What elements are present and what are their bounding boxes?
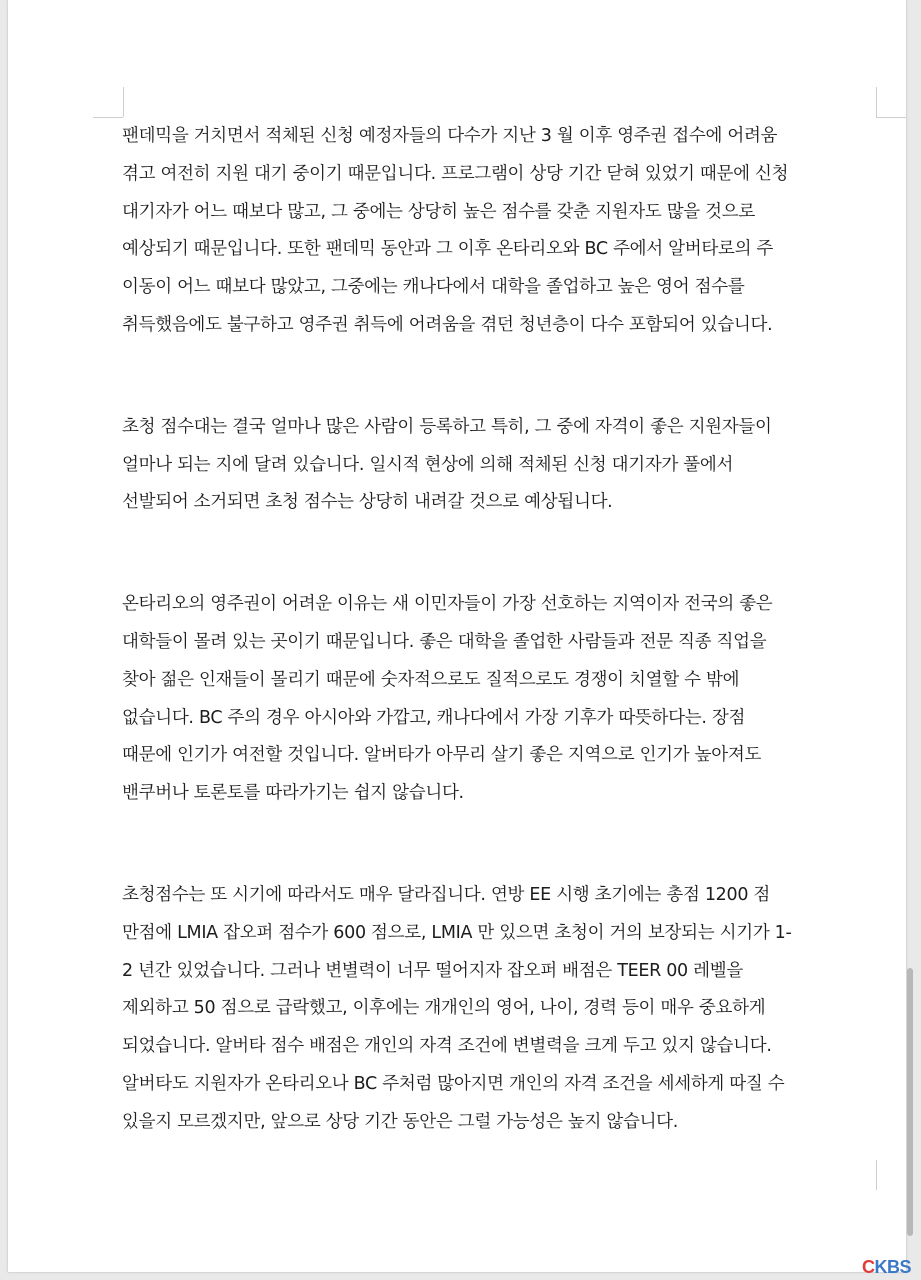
- crop-mark-bottom-right-vertical: [876, 1160, 877, 1190]
- text-line: 제외하고 50 점으로 급락했고, 이후에는 개개인의 영어, 나이, 경력 등이 매우 중요하게: [122, 998, 766, 1019]
- text-line: 예상되기 때문입니다. 또한 팬데믹 동안과 그 이후 온타리오와 BC 주에서 알버타로의 주: [122, 239, 774, 260]
- crop-mark-top-left-vertical: [123, 87, 124, 117]
- document-page: [8, 0, 906, 1272]
- text-line: 취득했음에도 불구하고 영주권 취득에 어려움을 겪던 청년층이 다수 포함되어 있습니다.: [122, 314, 773, 335]
- crop-mark-top-right-vertical: [876, 87, 877, 117]
- crop-mark-top-left-horizontal: [93, 117, 123, 118]
- text-line: 초청 점수대는 결국 얼마나 많은 사람이 등록하고 특히, 그 중에 자격이 좋은 지원자들이: [122, 416, 772, 437]
- text-line: 때문에 인기가 여전할 것입니다. 알버타가 아무리 살기 좋은 지역으로 인기가 높아져도: [122, 745, 762, 766]
- text-line: 되었습니다. 알버타 점수 배점은 개인의 자격 조건에 변별력을 크게 두고 있지 않습니다.: [122, 1036, 772, 1057]
- text-line: 팬데믹을 거치면서 적체된 신청 예정자들의 다수가 지난 3 월 이후 영주권 접수에 어려움: [122, 126, 778, 146]
- text-line: 겪고 여전히 지원 대기 중이기 때문입니다. 프로그램이 상당 기간 닫혀 있었기 때문에 신청: [122, 163, 789, 184]
- text-line: 대학들이 몰려 있는 곳이기 때문입니다. 좋은 대학을 졸업한 사람들과 전문 직종 직업을: [122, 631, 767, 652]
- vertical-scrollbar-thumb[interactable]: [907, 968, 913, 1236]
- paragraph-2: [122, 409, 882, 522]
- watermark-kbs: KBS: [874, 1257, 911, 1277]
- text-line: 만점에 LMIA 잡오퍼 점수가 600 점으로, LMIA 만 있으면 초청이 거의 보장되는 시기가 1-: [122, 922, 792, 943]
- paragraph-1: [122, 118, 882, 345]
- text-line: 없습니다. BC 주의 경우 아시아와 가깝고, 캐나다에서 가장 기후가 따뜻하다는. 장점: [122, 707, 746, 728]
- watermark-c: C: [861, 1257, 875, 1277]
- document-body: [122, 118, 882, 1142]
- text-line: 있을지 모르겠지만, 앞으로 상당 기간 동안은 그럴 가능성은 높지 않습니다.: [122, 1111, 679, 1132]
- text-line: 찾아 젊은 인재들이 몰리기 때문에 숫자적으로도 질적으로도 경쟁이 치열할 수 밖에: [122, 669, 740, 690]
- text-line: 2 년간 있었습니다. 그러나 변별력이 너무 떨어지자 잡오퍼 배점은 TEER 00 레벨을: [122, 960, 743, 981]
- text-line: 알버타도 지원자가 온타리오나 BC 주처럼 많아지면 개인의 자격 조건을 세세하게 따질 수: [122, 1073, 785, 1094]
- text-line: 온타리오의 영주권이 어려운 이유는 새 이민자들이 가장 선호하는 지역이자 전국의 좋은: [122, 594, 773, 615]
- paragraph-3: [122, 586, 882, 813]
- cbkbs-watermark-logo: [862, 1257, 911, 1278]
- text-line: 밴쿠버나 토론토를 따라가기는 쉽지 않습니다.: [122, 783, 464, 804]
- text-line: 얼마나 되는 지에 달려 있습니다. 일시적 현상에 의해 적체된 신청 대기자가 풀에서: [122, 454, 734, 475]
- text-line: 초청점수는 또 시기에 따라서도 매우 달라집니다. 연방 EE 시행 초기에는 총점 1200 점: [122, 884, 771, 905]
- paragraph-4: [122, 877, 882, 1142]
- text-line: 선발되어 소거되면 초청 점수는 상당히 내려갈 것으로 예상됩니다.: [122, 492, 613, 513]
- text-line: 이동이 어느 때보다 많았고, 그중에는 캐나다에서 대학을 졸업하고 높은 영어 점수를: [122, 277, 745, 298]
- text-line: 대기자가 어느 때보다 많고, 그 중에는 상당히 높은 점수를 갖춘 지원자도 많을 것으로: [122, 201, 755, 222]
